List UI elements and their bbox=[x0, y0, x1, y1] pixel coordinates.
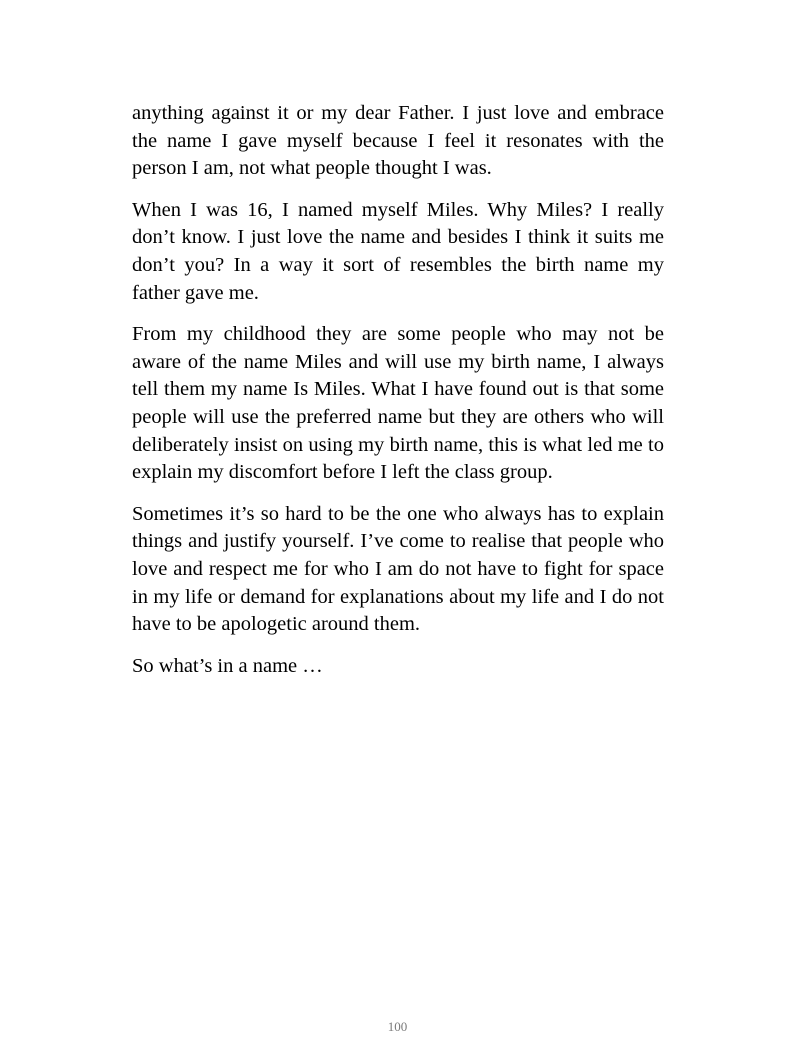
paragraph-3: From my childhood they are some people who may not be aware of the name Miles and will use my birth name, I always tell them my name Is Miles. What I have found out is that some people will use the preferred name but they are others who will deliberately insist on using my birth name, this is what led me to explain my discomfort before I left the class group. bbox=[132, 322, 664, 484]
paragraph-5: So what’s in a name … bbox=[132, 654, 323, 677]
page-number: 100 bbox=[387, 1019, 408, 1034]
page-body-text bbox=[132, 100, 664, 694]
paragraph-4: Sometimes it’s so hard to be the one who always has to explain things and justify yourself. I’ve come to realise that people who love and respect me for who I am do not have to fight for space in my life or demand for explanations about my life and I do not have to be apologetic around them. bbox=[132, 502, 664, 636]
paragraph-1: anything against it or my dear Father. I just love and embrace the name I gave myself because I feel it resonates with the person I am, not what people thought I was. bbox=[132, 102, 664, 180]
paragraph-2: When I was 16, I named myself Miles. Why Miles? I really don’t know. I just love the name and besides I think it suits me don’t you? In a way it sort of resembles the birth name my father gave me. bbox=[132, 198, 664, 304]
